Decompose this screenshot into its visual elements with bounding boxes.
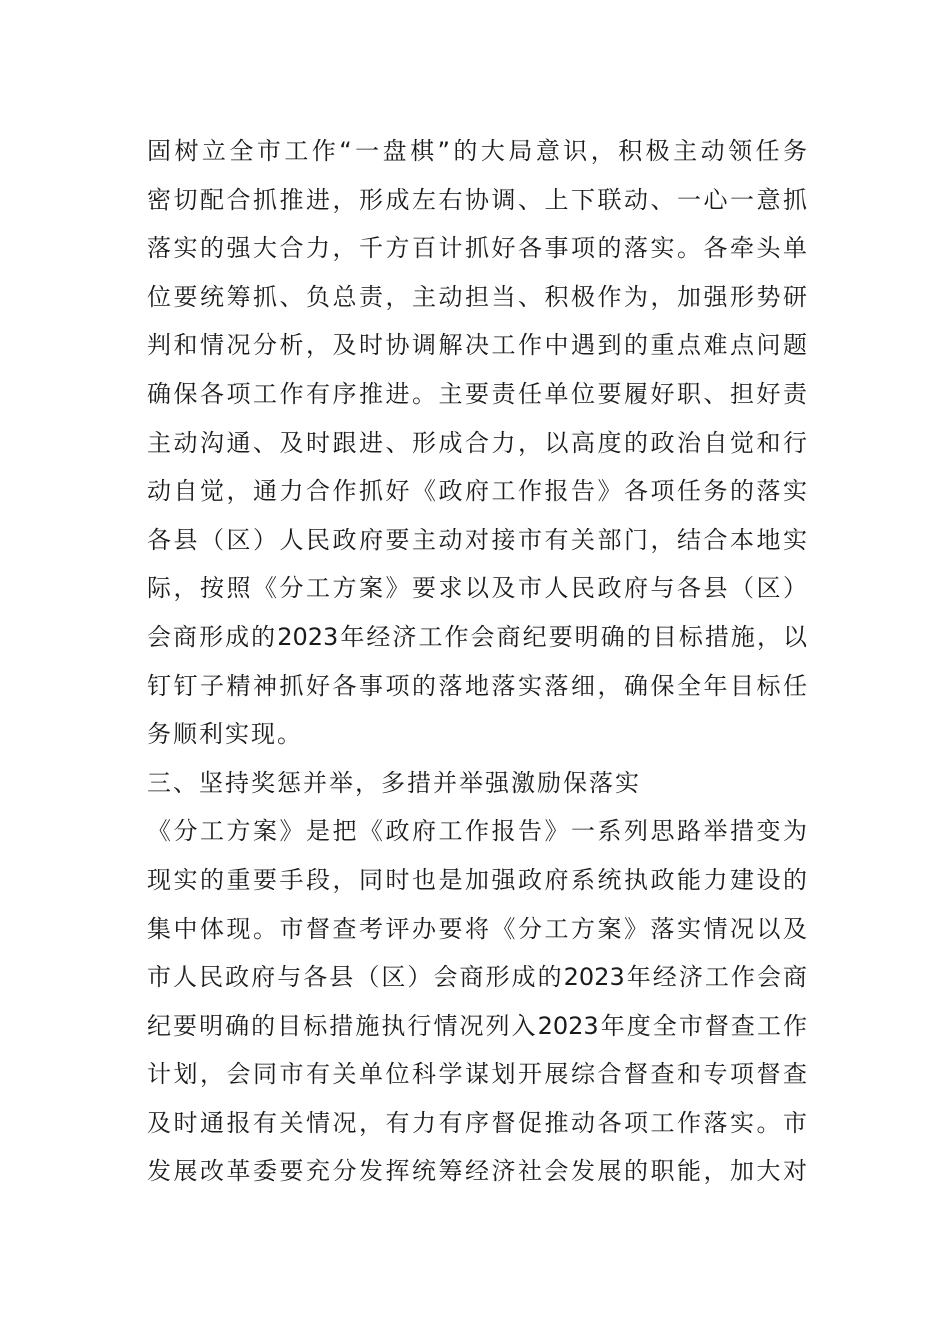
text-line: 纪要明确的目标措施执行情况列入2023年度全市督查工作 — [147, 1011, 807, 1040]
text-line: 落实的强大合力，千方百计抓好各事项的落实。各牵头单 — [147, 234, 807, 263]
text-line: 集中体现。市督查考评办要将《分工方案》落实情况以及 — [147, 914, 807, 943]
text-line: 及时通报有关情况，有力有序督促推动各项工作落实。市 — [147, 1108, 807, 1137]
text-line: 固树立全市工作“一盘棋”的大局意识，积极主动领任务 — [147, 137, 807, 165]
text-line: 会商形成的2023年经济工作会商纪要明确的目标措施，以 — [147, 622, 807, 651]
text-line: 各县（区）人民政府要主动对接市有关部门，结合本地实 — [147, 525, 807, 554]
section-heading: 三、坚持奖惩并举，多措并举强激励保落实 — [147, 768, 641, 797]
text-line: 现实的重要手段，同时也是加强政府系统执政能力建设的 — [147, 865, 807, 894]
text-line: 主动沟通、及时跟进、形成合力，以高度的政治自觉和行 — [147, 428, 807, 457]
text-line: 发展改革委要充分发挥统筹经济社会发展的职能，加大对 — [147, 1157, 807, 1186]
text-line: 务顺利实现。 — [147, 720, 303, 749]
text-line: 市人民政府与各县（区）会商形成的2023年经济工作会商 — [147, 963, 807, 992]
text-line: 际，按照《分工方案》要求以及市人民政府与各县（区） — [147, 574, 807, 603]
text-line: 《分工方案》是把《政府工作报告》一系列思路举措变为 — [147, 817, 807, 846]
text-line: 判和情况分析，及时协调解决工作中遇到的重点难点问题 — [147, 331, 807, 360]
text-line: 动自觉，通力合作抓好《政府工作报告》各项任务的落实 — [147, 477, 807, 506]
text-line: 位要统筹抓、负总责，主动担当、积极作为，加强形势研 — [147, 282, 807, 311]
text-line: 确保各项工作有序推进。主要责任单位要履好职、担好责 — [147, 379, 807, 408]
text-line: 钉钉子精神抓好各事项的落地落实落细，确保全年目标任 — [147, 671, 807, 700]
document-body — [147, 127, 807, 1196]
text-line: 计划，会同市有关单位科学谋划开展综合督查和专项督查 — [147, 1060, 807, 1089]
text-line: 密切配合抓推进，形成左右协调、上下联动、一心一意抓 — [147, 185, 807, 214]
